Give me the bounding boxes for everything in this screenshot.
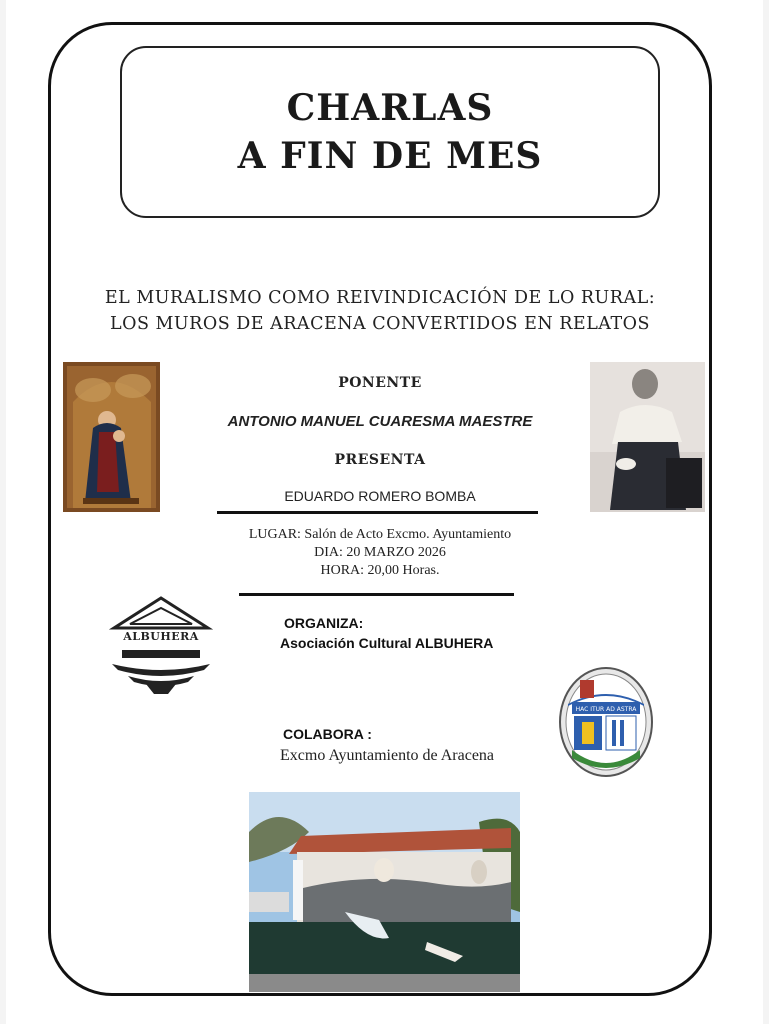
title-box [120,46,660,218]
mural-house-photo [249,792,520,992]
date-line: DIA: 20 MARZO 2026 [314,545,446,560]
place-line: LUGAR: Salón de Acto Excmo. Ayuntamiento [248,527,512,542]
presenter-label: PRESENTA [334,452,426,468]
topic-line-1: EL MURALISMO COMO REIVINDICACIÓN DE LO RURAL: [104,288,656,308]
presenter-name: EDUARDO ROMERO BOMBA [284,488,476,504]
virgin-painting-image [63,362,160,512]
organizer-label: ORGANIZA: [284,615,364,631]
divider-bottom [239,593,514,596]
speaker-label: PONENTE [338,375,422,391]
title-line-1: CHARLAS [286,87,494,129]
speaker-name: ANTONIO MANUEL CUARESMA MAESTRE [227,413,533,430]
collaborator-label: COLABORA : [283,726,372,742]
divider-top [217,511,538,514]
topic-line-2: LOS MUROS DE ARACENA CONVERTIDOS EN RELATOS [109,314,650,334]
aracena-seal-logo [558,666,654,778]
collaborator-name: Excmo Ayuntamiento de Aracena [280,747,495,764]
seal-motto-text: HAC ITUR AD ASTRA [575,706,637,713]
time-line: HORA: 20,00 Horas. [320,563,440,578]
organizer-name: Asociación Cultural ALBUHERA [280,635,494,651]
albuhera-logo [108,596,214,700]
albuhera-logo-text: ALBUHERA [123,630,199,643]
title-line-2: A FIN DE MES [237,135,543,177]
mural-detail-photo [590,362,705,512]
